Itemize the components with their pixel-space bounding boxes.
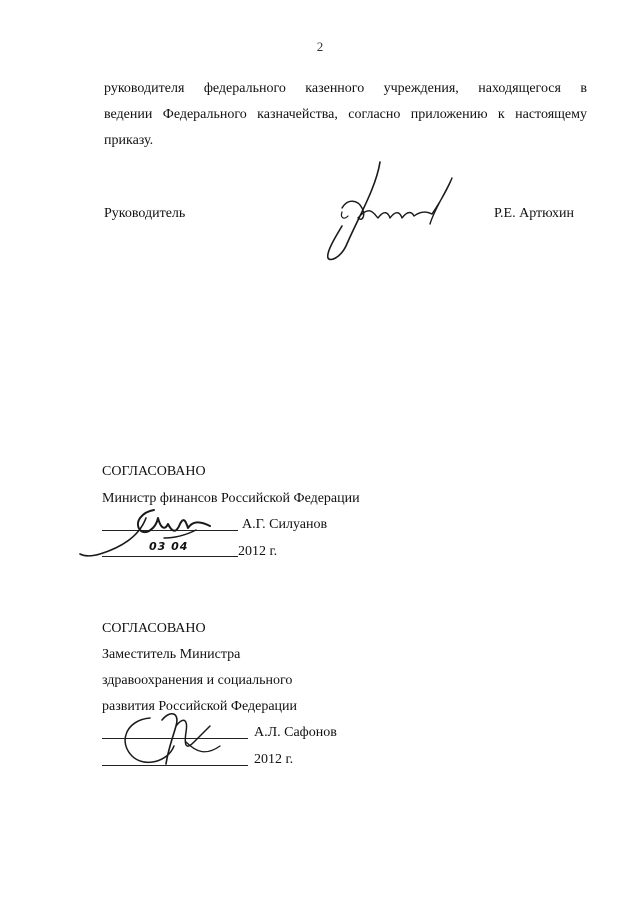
approval-2-handwritten-signature xyxy=(110,690,240,780)
approval-1-name: А.Г. Силуанов xyxy=(242,517,328,532)
approval-2-name: А.Л. Сафонов xyxy=(254,725,337,740)
approval-2-position-line: развития Российской Федерации xyxy=(102,699,298,714)
head-handwritten-signature xyxy=(318,158,468,268)
paragraph-line: приказу. xyxy=(104,133,154,148)
approval-2-year: 2012 г. xyxy=(254,752,294,767)
approval-2-position-line: здравоохранения и социального xyxy=(102,673,293,688)
approval-1-position: Министр финансов Российской Федерации xyxy=(102,491,360,506)
approval-1-handwritten-signature xyxy=(60,500,260,570)
page-number: 2 xyxy=(316,39,324,54)
approval-1-heading: СОГЛАСОВАНО xyxy=(102,464,206,479)
approval-2-position-line: Заместитель Министра xyxy=(102,647,241,662)
approval-1-handwritten-date: 03 04 xyxy=(149,540,189,553)
paragraph-line: ведении Федерального казначейства, согласно приложению к настоящему xyxy=(104,107,587,122)
body-paragraph xyxy=(104,76,587,154)
approval-1-year: 2012 г. xyxy=(238,544,278,559)
approval-2-heading: СОГЛАСОВАНО xyxy=(102,621,206,636)
paragraph-line: руководителя федерального казенного учреждения, находящегося в xyxy=(104,81,587,96)
head-position-label: Руководитель xyxy=(104,206,186,221)
head-name: Р.Е. Артюхин xyxy=(494,206,575,221)
